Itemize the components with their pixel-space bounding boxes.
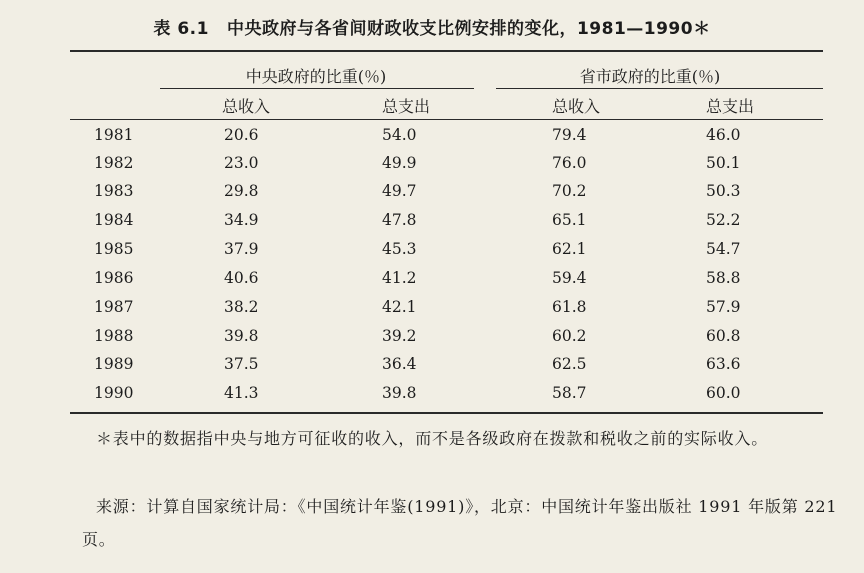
provincial-revenue-cell: 60.2 xyxy=(552,327,587,345)
table-row xyxy=(0,327,864,354)
provincial-revenue-cell: 76.0 xyxy=(552,154,587,172)
group-header-central: 中央政府的比重(％) xyxy=(245,67,387,86)
year-cell: 1986 xyxy=(94,269,134,287)
table-title xyxy=(0,14,864,39)
central-expenditure-cell: 49.7 xyxy=(382,182,417,200)
table-row xyxy=(0,384,864,411)
table-row xyxy=(0,355,864,382)
central-revenue-cell: 37.5 xyxy=(224,355,259,373)
top-rule xyxy=(70,50,823,52)
provincial-revenue-cell: 79.4 xyxy=(552,126,587,144)
central-revenue-cell: 29.8 xyxy=(224,182,259,200)
table-row xyxy=(0,269,864,296)
group-rule-central xyxy=(160,88,474,89)
central-expenditure-cell: 36.4 xyxy=(382,355,417,373)
central-revenue-cell: 41.3 xyxy=(224,384,259,402)
central-expenditure-cell: 42.1 xyxy=(382,298,417,316)
header-rule xyxy=(70,119,823,120)
provincial-expenditure-cell: 54.7 xyxy=(706,240,741,258)
central-expenditure-cell: 54.0 xyxy=(382,126,417,144)
table-caption: 中央政府与各省间财政收支比例安排的变化，1981—1990＊ xyxy=(226,19,711,39)
provincial-expenditure-cell: 57.9 xyxy=(706,298,741,316)
table-row xyxy=(0,211,864,238)
table-row xyxy=(0,126,864,153)
central-expenditure-cell: 45.3 xyxy=(382,240,417,258)
year-cell: 1990 xyxy=(94,384,134,402)
central-revenue-cell: 20.6 xyxy=(224,126,259,144)
central-revenue-cell: 39.8 xyxy=(224,327,259,345)
central-expenditure-cell: 41.2 xyxy=(382,269,417,287)
subheader-central-expenditure: 总支出 xyxy=(381,97,430,116)
bottom-rule xyxy=(70,412,823,414)
group-rule-provincial xyxy=(496,88,823,89)
table-row xyxy=(0,182,864,209)
table-row xyxy=(0,298,864,325)
provincial-expenditure-cell: 58.8 xyxy=(706,269,741,287)
year-cell: 1987 xyxy=(94,298,134,316)
provincial-revenue-cell: 59.4 xyxy=(552,269,587,287)
group-header-provincial: 省市政府的比重(％) xyxy=(579,67,721,86)
provincial-expenditure-cell: 60.0 xyxy=(706,384,741,402)
provincial-revenue-cell: 58.7 xyxy=(552,384,587,402)
year-cell: 1988 xyxy=(94,327,134,345)
provincial-expenditure-cell: 46.0 xyxy=(706,126,741,144)
provincial-expenditure-cell: 50.1 xyxy=(706,154,741,172)
central-expenditure-cell: 39.8 xyxy=(382,384,417,402)
year-cell: 1985 xyxy=(94,240,134,258)
central-expenditure-cell: 49.9 xyxy=(382,154,417,172)
central-revenue-cell: 40.6 xyxy=(224,269,259,287)
provincial-revenue-cell: 65.1 xyxy=(552,211,587,229)
provincial-revenue-cell: 62.1 xyxy=(552,240,587,258)
central-expenditure-cell: 39.2 xyxy=(382,327,417,345)
subheader-central-revenue: 总收入 xyxy=(221,97,270,116)
year-cell: 1982 xyxy=(94,154,134,172)
central-revenue-cell: 37.9 xyxy=(224,240,259,258)
subheader-provincial-expenditure: 总支出 xyxy=(705,97,754,116)
central-revenue-cell: 38.2 xyxy=(224,298,259,316)
table-row xyxy=(0,240,864,267)
year-cell: 1981 xyxy=(94,126,134,144)
subheader-provincial-revenue: 总收入 xyxy=(551,97,600,116)
table-row xyxy=(0,154,864,181)
provincial-revenue-cell: 61.8 xyxy=(552,298,587,316)
source-note: 来源：计算自国家统计局：《中国统计年鉴(1991)》，北京：中国统计年鉴出版社 1991 年版第 221 页。 xyxy=(82,497,838,549)
provincial-expenditure-cell: 52.2 xyxy=(706,211,741,229)
provincial-revenue-cell: 62.5 xyxy=(552,355,587,373)
provincial-expenditure-cell: 50.3 xyxy=(706,182,741,200)
year-cell: 1989 xyxy=(94,355,134,373)
provincial-revenue-cell: 70.2 xyxy=(552,182,587,200)
central-expenditure-cell: 47.8 xyxy=(382,211,417,229)
footnote: ＊表中的数据指中央与地方可征收的收入，而不是各级政府在拨款和税收之前的实际收入。 xyxy=(96,429,769,448)
year-cell: 1983 xyxy=(94,182,134,200)
central-revenue-cell: 34.9 xyxy=(224,211,259,229)
central-revenue-cell: 23.0 xyxy=(224,154,259,172)
provincial-expenditure-cell: 60.8 xyxy=(706,327,741,345)
year-cell: 1984 xyxy=(94,211,134,229)
table-number: 表 6.1 xyxy=(153,19,209,39)
provincial-expenditure-cell: 63.6 xyxy=(706,355,741,373)
